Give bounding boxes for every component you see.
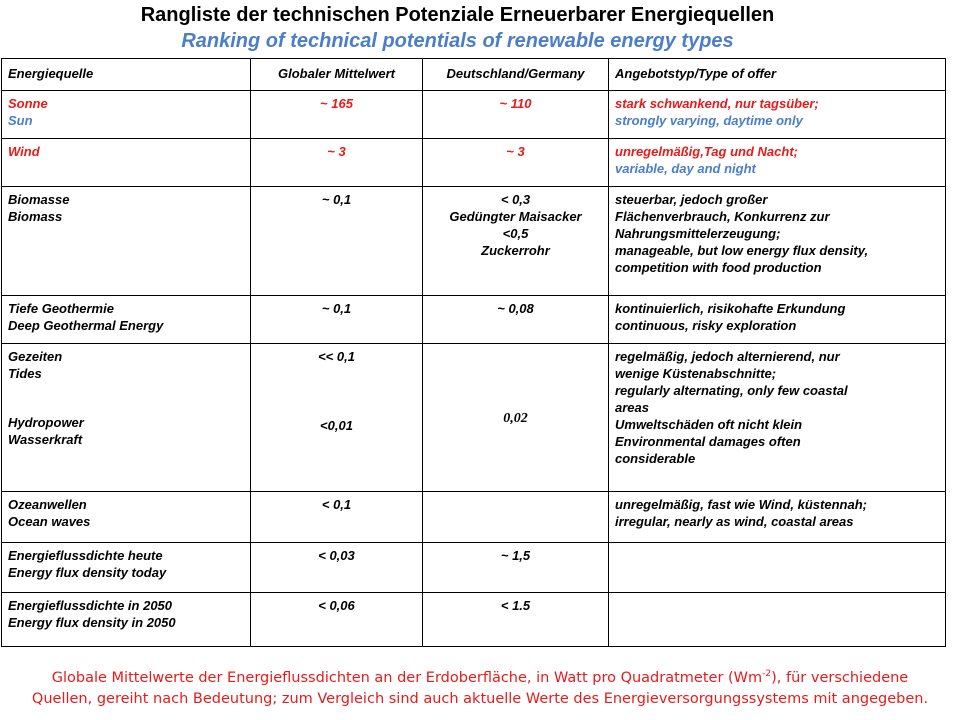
source-de: Biomasse bbox=[8, 192, 70, 207]
global-value: < 0,1 bbox=[251, 492, 423, 543]
germany-cell bbox=[423, 187, 609, 296]
offer-line: competition with food production bbox=[615, 260, 822, 275]
germany-value bbox=[423, 344, 609, 492]
source-en: Ocean waves bbox=[8, 514, 91, 529]
germany-value: ~ 110 bbox=[423, 91, 609, 139]
table-header-row bbox=[2, 59, 946, 91]
offer-de: unregelmäßig, fast wie Wind, küstennah; bbox=[615, 497, 867, 512]
offer-cell bbox=[609, 187, 946, 296]
germany-value: < 1.5 bbox=[423, 593, 609, 647]
table-row-heute bbox=[2, 543, 946, 593]
offer-line: regelmäßig, jedoch alternierend, nur bbox=[615, 349, 840, 364]
source-cell: Wind bbox=[2, 139, 251, 187]
header-germany: Deutschland/Germany bbox=[423, 59, 609, 91]
table-row-sonne bbox=[2, 91, 946, 139]
offer-cell bbox=[609, 543, 946, 593]
offer-line: Environmental damages often bbox=[615, 434, 801, 449]
source-cell bbox=[2, 296, 251, 344]
offer-line: steuerbar, jedoch großer bbox=[615, 192, 768, 207]
source-en: Energy flux density in 2050 bbox=[8, 615, 176, 630]
germany-label-maize: Gedüngter Maisacker bbox=[449, 209, 582, 224]
source-hydropower: Hydropower bbox=[8, 415, 84, 430]
source-de: Energieflussdichte heute bbox=[8, 548, 163, 563]
source-de: Tiefe Geothermie bbox=[8, 301, 114, 316]
title-german: Rangliste der technischen Potenziale Erneuerbarer Energiequellen bbox=[140, 4, 775, 26]
global-value: < 0,03 bbox=[251, 543, 423, 593]
caption-line-1 bbox=[0, 664, 960, 689]
caption-line-2: Quellen, gereiht nach Bedeutung; zum Vergleich sind auch aktuelle Werte des Energieversorgungssystems mit angegeben. bbox=[31, 690, 929, 707]
offer-line: Umweltschäden oft nicht klein bbox=[615, 417, 803, 432]
source-cell bbox=[2, 593, 251, 647]
offer-de: unregelmäßig,Tag und Nacht; bbox=[615, 144, 798, 159]
table-row-geothermie bbox=[2, 296, 946, 344]
germany-value: ~ 3 bbox=[423, 139, 609, 187]
germany-value-text: 0,02 bbox=[503, 411, 528, 426]
offer-line: areas bbox=[615, 400, 649, 415]
offer-cell bbox=[609, 344, 946, 492]
global-value: ~ 165 bbox=[251, 91, 423, 139]
source-en: Biomass bbox=[8, 209, 63, 224]
header-source: Energiequelle bbox=[2, 59, 251, 91]
offer-de: stark schwankend, nur tagsüber; bbox=[615, 96, 819, 111]
offer-line: Flächenverbrauch, Konkurrenz zur bbox=[615, 209, 830, 224]
source-en: Sun bbox=[8, 113, 33, 128]
offer-line: wenige Küstenabschnitte; bbox=[615, 366, 777, 381]
offer-cell bbox=[609, 139, 946, 187]
global-value: < 0,06 bbox=[251, 593, 423, 647]
source-cell bbox=[2, 492, 251, 543]
global-value-tides: << 0,1 bbox=[318, 349, 355, 364]
table-row-wind bbox=[2, 139, 946, 187]
header-offer: Angebotstyp/Type of offer bbox=[609, 59, 946, 91]
source-cell bbox=[2, 91, 251, 139]
global-value: ~ 3 bbox=[251, 139, 423, 187]
offer-line: Nahrungsmittelerzeugung; bbox=[615, 226, 781, 241]
source-en: Tides bbox=[8, 366, 42, 381]
source-de: Sonne bbox=[8, 96, 48, 111]
offer-en: irregular, nearly as wind, coastal areas bbox=[615, 514, 854, 529]
offer-cell bbox=[609, 492, 946, 543]
source-de: Energieflussdichte in 2050 bbox=[8, 598, 173, 613]
offer-en: strongly varying, daytime only bbox=[615, 113, 803, 128]
global-value: ~ 0,1 bbox=[251, 187, 423, 296]
source-en: Deep Geothermal Energy bbox=[8, 318, 164, 333]
germany-value bbox=[423, 492, 609, 543]
source-cell bbox=[2, 543, 251, 593]
table-row-2050 bbox=[2, 593, 946, 647]
offer-line: manageable, but low energy flux density, bbox=[615, 243, 869, 258]
germany-value: ~ 0,08 bbox=[423, 296, 609, 344]
source-de: Ozeanwellen bbox=[8, 497, 87, 512]
offer-cell bbox=[609, 593, 946, 647]
source-en: Energy flux density today bbox=[8, 565, 167, 580]
caption-text: Globale Mittelwerte der Energieflussdichten an der Erdoberfläche, in Watt pro Quadratmeter (Wm bbox=[51, 669, 763, 686]
offer-line: considerable bbox=[615, 451, 696, 466]
germany-value-maize: < 0,3 bbox=[500, 192, 531, 207]
source-cell bbox=[2, 187, 251, 296]
offer-de: kontinuierlich, risikohafte Erkundung bbox=[615, 301, 846, 316]
offer-cell bbox=[609, 91, 946, 139]
global-cell bbox=[251, 344, 423, 492]
source-wasserkraft: Wasserkraft bbox=[8, 432, 83, 447]
title-english: Ranking of technical potentials of renewable energy types bbox=[181, 30, 734, 52]
source-de: Gezeiten bbox=[8, 349, 63, 364]
header-global: Globaler Mittelwert bbox=[251, 59, 423, 91]
caption bbox=[0, 664, 960, 710]
table-row-gezeiten bbox=[2, 344, 946, 492]
offer-cell bbox=[609, 296, 946, 344]
germany-value: ~ 1,5 bbox=[423, 543, 609, 593]
caption-exponent: -2 bbox=[762, 669, 772, 679]
ranking-table bbox=[1, 58, 946, 647]
table-row-ozeanwellen bbox=[2, 492, 946, 543]
caption-text-end: ), für verschiedene bbox=[771, 669, 909, 686]
offer-en: continuous, risky exploration bbox=[615, 318, 797, 333]
global-value: ~ 0,1 bbox=[251, 296, 423, 344]
table-row-biomasse bbox=[2, 187, 946, 296]
offer-line: regularly alternating, only few coastal bbox=[615, 383, 848, 398]
offer-en: variable, day and night bbox=[615, 161, 756, 176]
source-cell bbox=[2, 344, 251, 492]
germany-label-sugarcane: Zuckerrohr bbox=[481, 243, 550, 258]
global-value-hydropower: <0,01 bbox=[320, 418, 353, 433]
germany-value-sugarcane: <0,5 bbox=[502, 226, 529, 241]
